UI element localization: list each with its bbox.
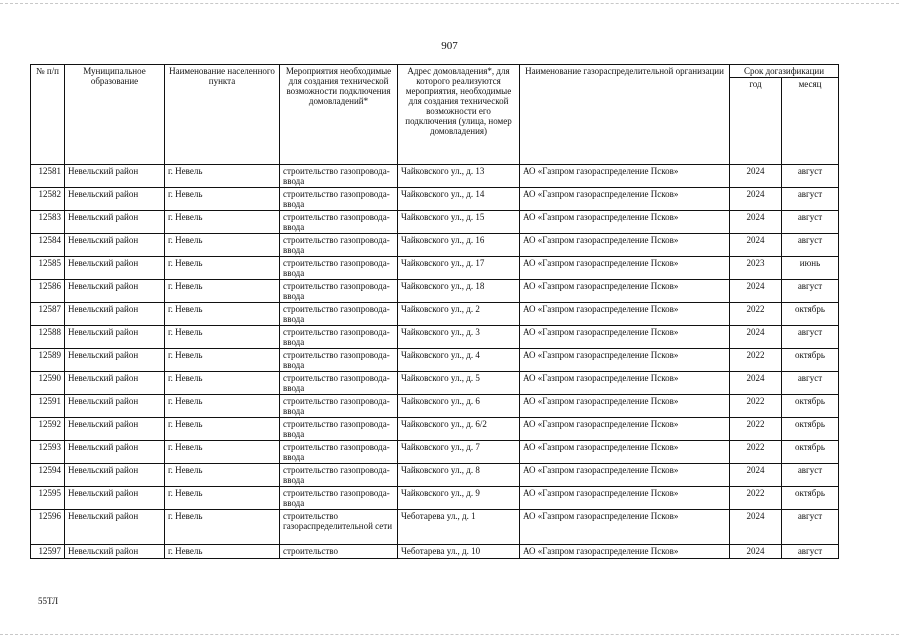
year-cell: 2024 — [730, 211, 782, 234]
month-cell: октябрь — [782, 395, 839, 418]
table-body — [31, 165, 839, 559]
address-cell: Чайковского ул., д. 4 — [398, 349, 520, 372]
organization-cell: АО «Газпром газораспределение Псков» — [520, 165, 730, 188]
row-number: 12581 — [31, 165, 65, 188]
address-cell: Чайковского ул., д. 13 — [398, 165, 520, 188]
row-number: 12583 — [31, 211, 65, 234]
year-cell: 2024 — [730, 510, 782, 545]
row-number: 12582 — [31, 188, 65, 211]
municipality-cell: Невельский район — [65, 326, 165, 349]
address-cell: Чайковского ул., д. 6 — [398, 395, 520, 418]
organization-cell: АО «Газпром газораспределение Псков» — [520, 303, 730, 326]
year-cell: 2024 — [730, 326, 782, 349]
settlement-cell: г. Невель — [165, 326, 280, 349]
measure-cell: строительство газопровода-ввода — [280, 326, 398, 349]
year-cell: 2022 — [730, 418, 782, 441]
address-cell: Чайковского ул., д. 17 — [398, 257, 520, 280]
organization-cell: АО «Газпром газораспределение Псков» — [520, 441, 730, 464]
month-cell: октябрь — [782, 303, 839, 326]
table-row — [31, 326, 839, 349]
row-number: 12588 — [31, 326, 65, 349]
address-cell: Чайковского ул., д. 3 — [398, 326, 520, 349]
month-cell: август — [782, 165, 839, 188]
month-cell: август — [782, 326, 839, 349]
organization-cell: АО «Газпром газораспределение Псков» — [520, 234, 730, 257]
address-cell: Чайковского ул., д. 5 — [398, 372, 520, 395]
municipality-cell: Невельский район — [65, 234, 165, 257]
address-cell: Чайковского ул., д. 7 — [398, 441, 520, 464]
organization-cell: АО «Газпром газораспределение Псков» — [520, 545, 730, 559]
address-cell: Чайковского ул., д. 18 — [398, 280, 520, 303]
footer-code: 55ТЛ — [38, 596, 59, 606]
settlement-cell: г. Невель — [165, 280, 280, 303]
month-cell: октябрь — [782, 441, 839, 464]
year-cell: 2024 — [730, 372, 782, 395]
table-row — [31, 441, 839, 464]
measure-cell: строительство газопровода-ввода — [280, 211, 398, 234]
table-row — [31, 211, 839, 234]
header-term: Срок догазификации — [730, 65, 839, 78]
measure-cell: строительство газопровода-ввода — [280, 303, 398, 326]
settlement-cell: г. Невель — [165, 188, 280, 211]
year-cell: 2024 — [730, 165, 782, 188]
settlement-cell: г. Невель — [165, 441, 280, 464]
table-row — [31, 165, 839, 188]
settlement-cell: г. Невель — [165, 510, 280, 545]
municipality-cell: Невельский район — [65, 545, 165, 559]
header-address: Адрес домовладения*, для которого реализуются мероприятия, необходимые для создания технической возможности его подключения (улица, номер домовладения) — [398, 65, 520, 165]
measure-cell: строительство газопровода-ввода — [280, 257, 398, 280]
table-row — [31, 464, 839, 487]
address-cell: Чеботарева ул., д. 1 — [398, 510, 520, 545]
row-number: 12597 — [31, 545, 65, 559]
year-cell: 2023 — [730, 257, 782, 280]
month-cell: октябрь — [782, 487, 839, 510]
organization-cell: АО «Газпром газораспределение Псков» — [520, 464, 730, 487]
settlement-cell: г. Невель — [165, 211, 280, 234]
month-cell: август — [782, 280, 839, 303]
address-cell: Чайковского ул., д. 16 — [398, 234, 520, 257]
row-number: 12592 — [31, 418, 65, 441]
month-cell: август — [782, 372, 839, 395]
measure-cell: строительство газопровода-ввода — [280, 464, 398, 487]
row-number: 12595 — [31, 487, 65, 510]
settlement-cell: г. Невель — [165, 257, 280, 280]
header-municipality: Муниципальное образование — [65, 65, 165, 165]
gasification-table — [30, 64, 839, 559]
organization-cell: АО «Газпром газораспределение Псков» — [520, 487, 730, 510]
address-cell: Чайковского ул., д. 15 — [398, 211, 520, 234]
row-number: 12590 — [31, 372, 65, 395]
table-row — [31, 303, 839, 326]
municipality-cell: Невельский район — [65, 211, 165, 234]
address-cell: Чайковского ул., д. 2 — [398, 303, 520, 326]
table-row — [31, 234, 839, 257]
organization-cell: АО «Газпром газораспределение Псков» — [520, 418, 730, 441]
settlement-cell: г. Невель — [165, 349, 280, 372]
table-row — [31, 257, 839, 280]
year-cell: 2024 — [730, 234, 782, 257]
year-cell: 2024 — [730, 188, 782, 211]
municipality-cell: Невельский район — [65, 372, 165, 395]
row-number: 12585 — [31, 257, 65, 280]
organization-cell: АО «Газпром газораспределение Псков» — [520, 510, 730, 545]
organization-cell: АО «Газпром газораспределение Псков» — [520, 280, 730, 303]
row-number: 12591 — [31, 395, 65, 418]
municipality-cell: Невельский район — [65, 395, 165, 418]
address-cell: Чайковского ул., д. 9 — [398, 487, 520, 510]
year-cell: 2022 — [730, 395, 782, 418]
measure-cell: строительство газопровода-ввода — [280, 280, 398, 303]
header-row — [31, 65, 839, 78]
row-number: 12584 — [31, 234, 65, 257]
organization-cell: АО «Газпром газораспределение Псков» — [520, 211, 730, 234]
settlement-cell: г. Невель — [165, 372, 280, 395]
year-cell: 2024 — [730, 545, 782, 559]
month-cell: август — [782, 211, 839, 234]
municipality-cell: Невельский район — [65, 165, 165, 188]
month-cell: август — [782, 464, 839, 487]
month-cell: август — [782, 545, 839, 559]
organization-cell: АО «Газпром газораспределение Псков» — [520, 395, 730, 418]
month-cell: август — [782, 188, 839, 211]
organization-cell: АО «Газпром газораспределение Псков» — [520, 257, 730, 280]
year-cell: 2024 — [730, 280, 782, 303]
table-row — [31, 188, 839, 211]
municipality-cell: Невельский район — [65, 441, 165, 464]
organization-cell: АО «Газпром газораспределение Псков» — [520, 372, 730, 395]
table-row — [31, 418, 839, 441]
municipality-cell: Невельский район — [65, 418, 165, 441]
header-num: № п/п — [31, 65, 65, 165]
month-cell: октябрь — [782, 349, 839, 372]
row-number: 12589 — [31, 349, 65, 372]
settlement-cell: г. Невель — [165, 234, 280, 257]
measure-cell: строительство газопровода-ввода — [280, 188, 398, 211]
measure-cell: строительство газопровода-ввода — [280, 487, 398, 510]
year-cell: 2024 — [730, 464, 782, 487]
header-year: год — [730, 78, 782, 165]
header-month: месяц — [782, 78, 839, 165]
organization-cell: АО «Газпром газораспределение Псков» — [520, 349, 730, 372]
measure-cell: строительство газопровода-ввода — [280, 349, 398, 372]
row-number: 12593 — [31, 441, 65, 464]
month-cell: октябрь — [782, 418, 839, 441]
table-row — [31, 545, 839, 559]
header-measures: Мероприятия необходимые для создания технической возможности подключения домовладений* — [280, 65, 398, 165]
settlement-cell: г. Невель — [165, 303, 280, 326]
municipality-cell: Невельский район — [65, 464, 165, 487]
address-cell: Чайковского ул., д. 6/2 — [398, 418, 520, 441]
address-cell: Чайковского ул., д. 8 — [398, 464, 520, 487]
settlement-cell: г. Невель — [165, 545, 280, 559]
settlement-cell: г. Невель — [165, 464, 280, 487]
settlement-cell: г. Невель — [165, 487, 280, 510]
month-cell: август — [782, 510, 839, 545]
measure-cell: строительство газораспределительной сети — [280, 510, 398, 545]
table-row — [31, 487, 839, 510]
month-cell: июнь — [782, 257, 839, 280]
municipality-cell: Невельский район — [65, 188, 165, 211]
table-row — [31, 372, 839, 395]
address-cell: Чеботарева ул., д. 10 — [398, 545, 520, 559]
header-organization: Наименование газораспределительной организации — [520, 65, 730, 165]
table-row — [31, 280, 839, 303]
organization-cell: АО «Газпром газораспределение Псков» — [520, 326, 730, 349]
month-cell: август — [782, 234, 839, 257]
year-cell: 2022 — [730, 349, 782, 372]
organization-cell: АО «Газпром газораспределение Псков» — [520, 188, 730, 211]
table-row — [31, 510, 839, 545]
municipality-cell: Невельский район — [65, 303, 165, 326]
measure-cell: строительство газопровода-ввода — [280, 418, 398, 441]
row-number: 12596 — [31, 510, 65, 545]
year-cell: 2022 — [730, 303, 782, 326]
municipality-cell: Невельский район — [65, 510, 165, 545]
year-cell: 2022 — [730, 441, 782, 464]
settlement-cell: г. Невель — [165, 418, 280, 441]
settlement-cell: г. Невель — [165, 165, 280, 188]
measure-cell: строительство газопровода-ввода — [280, 234, 398, 257]
measure-cell: строительство газопровода-ввода — [280, 372, 398, 395]
scan-artifact-bottom — [0, 634, 899, 635]
measure-cell: строительство газопровода-ввода — [280, 441, 398, 464]
municipality-cell: Невельский район — [65, 257, 165, 280]
measure-cell: строительство газопровода-ввода — [280, 165, 398, 188]
year-cell: 2022 — [730, 487, 782, 510]
municipality-cell: Невельский район — [65, 487, 165, 510]
header-settlement: Наименование населенного пункта — [165, 65, 280, 165]
row-number: 12587 — [31, 303, 65, 326]
table-row — [31, 349, 839, 372]
municipality-cell: Невельский район — [65, 349, 165, 372]
row-number: 12594 — [31, 464, 65, 487]
measure-cell: строительство газопровода-ввода — [280, 395, 398, 418]
settlement-cell: г. Невель — [165, 395, 280, 418]
municipality-cell: Невельский район — [65, 280, 165, 303]
page-number: 907 — [441, 40, 458, 52]
table-row — [31, 395, 839, 418]
scan-artifact-top — [0, 3, 899, 4]
address-cell: Чайковского ул., д. 14 — [398, 188, 520, 211]
measure-cell: строительство — [280, 545, 398, 559]
row-number: 12586 — [31, 280, 65, 303]
